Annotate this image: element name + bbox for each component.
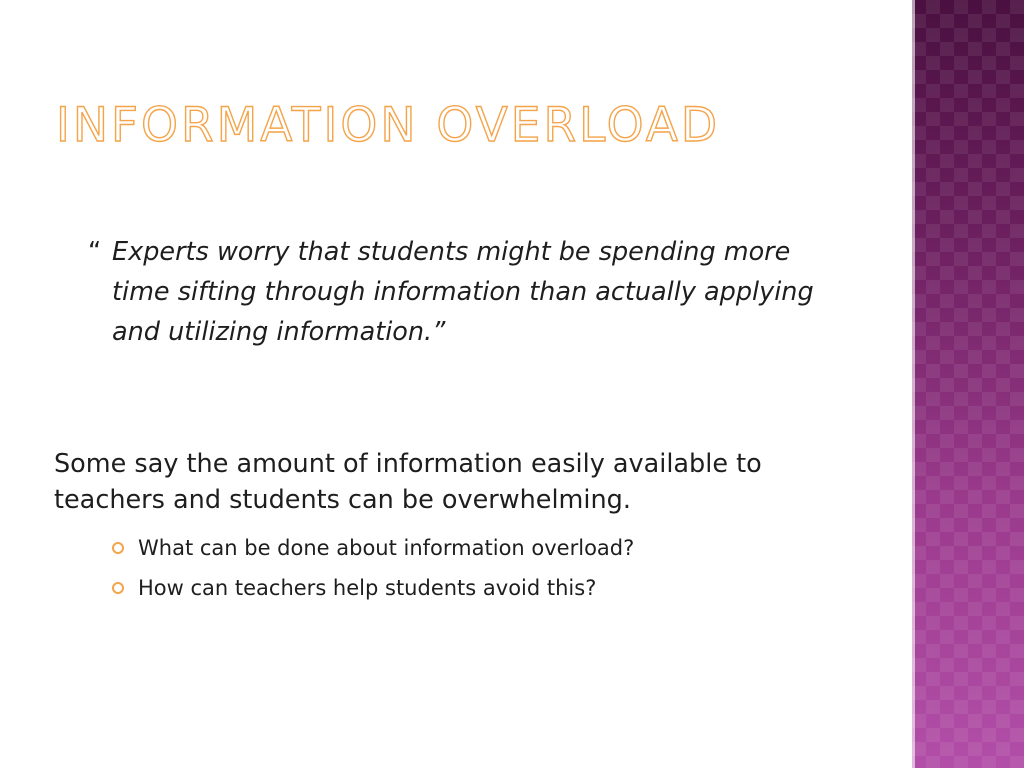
list-item bbox=[112, 568, 872, 608]
bullet-list bbox=[112, 528, 872, 608]
body-text: Some say the amount of information easily available to teachers and students can be overwhelming. bbox=[54, 449, 762, 515]
decorative-side-panel bbox=[912, 0, 1024, 768]
slide-title: INFORMATION OVERLOAD bbox=[56, 98, 721, 153]
circle-bullet-icon bbox=[112, 542, 124, 554]
list-item bbox=[112, 528, 872, 568]
quote-block bbox=[88, 232, 828, 352]
open-quote-mark: “ bbox=[88, 237, 102, 267]
list-item-text: How can teachers help students avoid this? bbox=[138, 576, 597, 600]
quote-text: Experts worry that students might be spending more time sifting through information than actually applying and utilizing information.” bbox=[112, 237, 814, 347]
list-item-text: What can be done about information overload? bbox=[138, 536, 635, 560]
circle-bullet-icon bbox=[112, 582, 124, 594]
